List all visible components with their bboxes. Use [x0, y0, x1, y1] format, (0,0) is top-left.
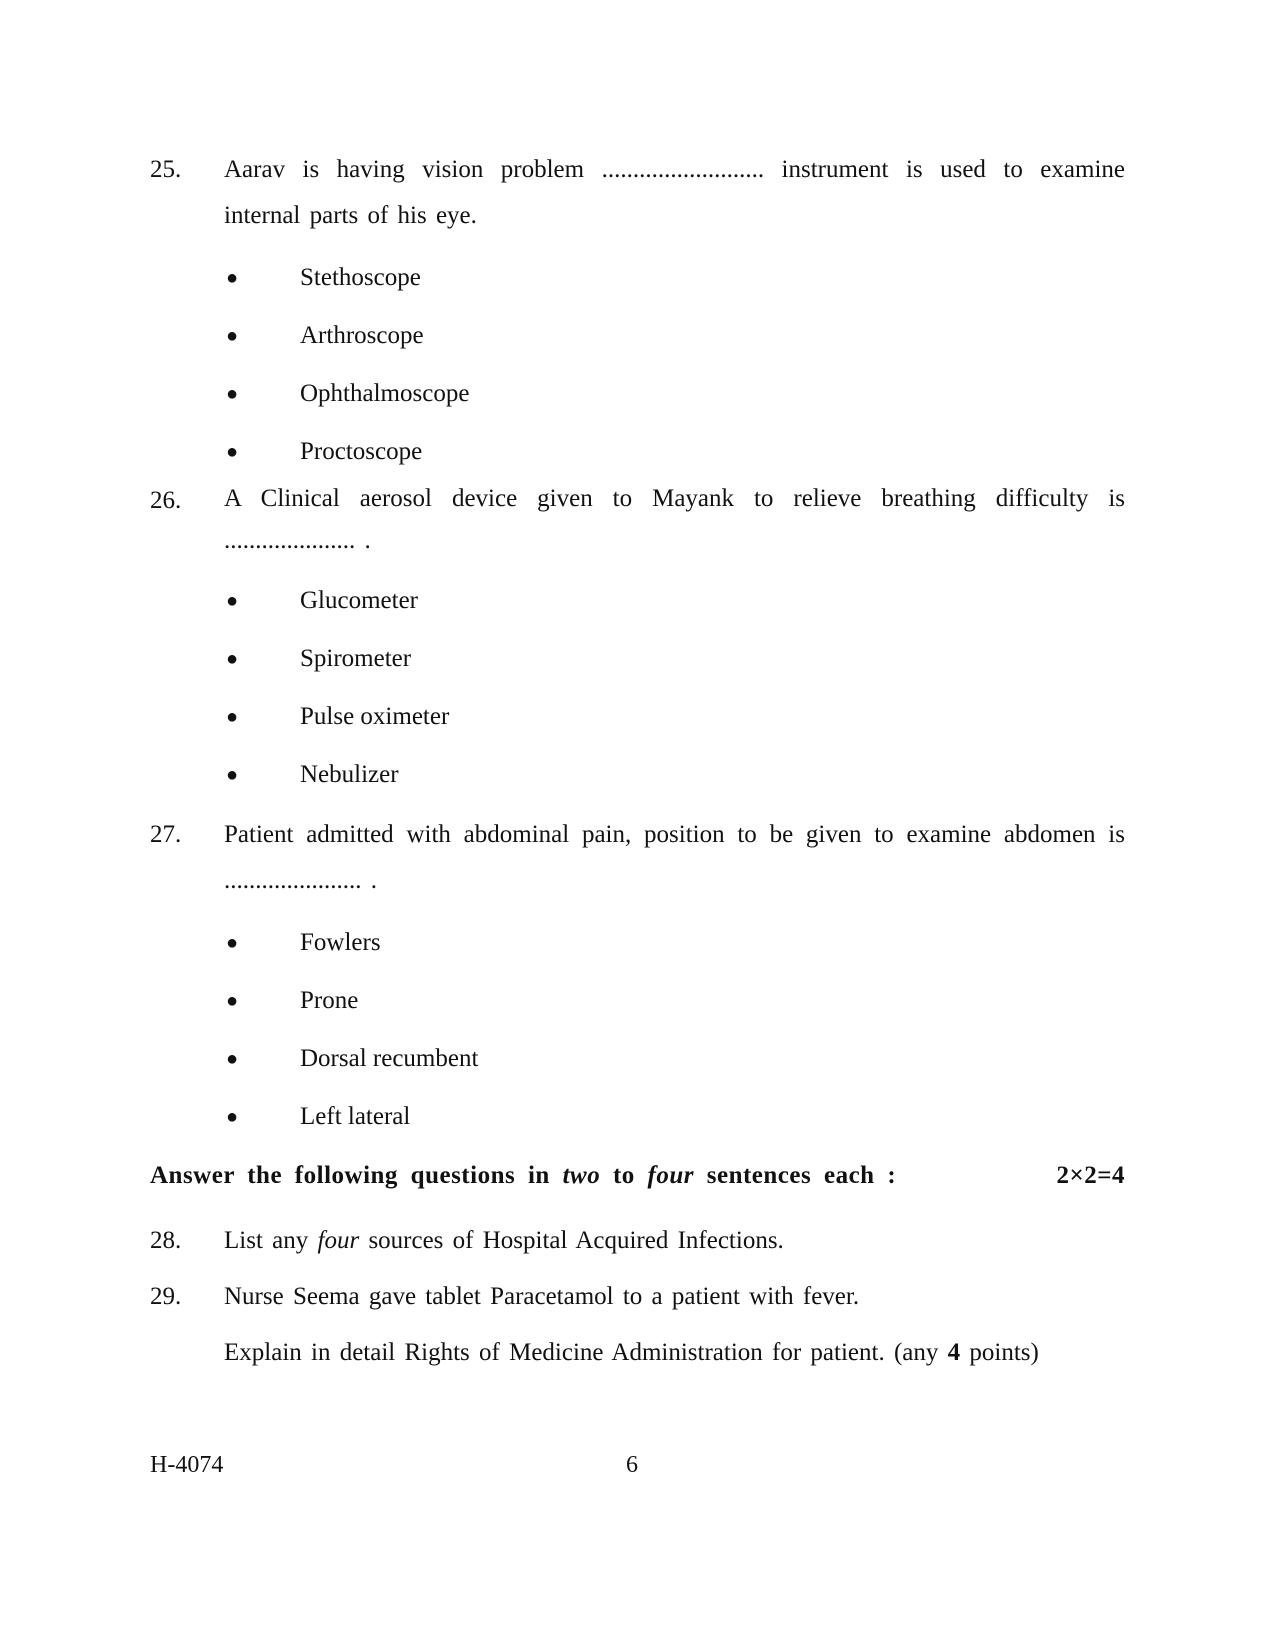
question-text-line2: Explain in detail Rights of Medicine Administration for patient. (any 4 points)	[224, 1339, 1039, 1366]
option-item: ● Proctoscope	[150, 423, 1125, 481]
options-list	[150, 572, 1125, 804]
option-item: ● Nebulizer	[150, 746, 1125, 804]
option-item: ● Dorsal recumbent	[150, 1030, 1125, 1088]
bullet-icon: ●	[226, 706, 239, 728]
section-heading-suffix: sentences each :	[706, 1162, 897, 1189]
section-heading-prefix: Answer the following questions in	[150, 1162, 550, 1189]
footer-page-number: 6	[626, 1452, 638, 1478]
bullet-icon: ●	[226, 590, 239, 612]
question-text: List any four sources of Hospital Acquired Infections.	[224, 1227, 784, 1254]
question-25	[150, 147, 1125, 481]
question-text-line1: Nurse Seema gave tablet Paracetamol to a patient with fever.	[224, 1283, 860, 1310]
bullet-icon: ●	[226, 441, 239, 463]
options-list	[150, 914, 1125, 1146]
option-item: ● Pulse oximeter	[150, 688, 1125, 746]
question-text: Patient admitted with abdominal pain, position to be given to examine abdomen is ...................... .	[224, 821, 1125, 894]
bullet-icon: ●	[226, 764, 239, 786]
option-item: ● Ophthalmoscope	[150, 365, 1125, 423]
option-item: ● Left lateral	[150, 1088, 1125, 1146]
section-heading-middle: to	[612, 1162, 635, 1189]
section-heading-em2: four	[647, 1162, 694, 1189]
section-marks: 2×2=4	[1056, 1162, 1125, 1189]
option-item: ● Glucometer	[150, 572, 1125, 630]
bullet-icon: ●	[226, 932, 239, 954]
bullet-icon: ●	[226, 1106, 239, 1128]
question-29	[150, 1274, 1125, 1376]
question-text: A Clinical aerosol device given to Mayank to relieve breathing difficulty is ..................... .	[224, 485, 1125, 554]
option-item: ● Stethoscope	[150, 249, 1125, 307]
question-26	[150, 478, 1125, 804]
question-text: Aarav is having vision problem .......................... instrument is used to examine internal parts of his eye.	[224, 156, 1125, 229]
question-number: 26.	[150, 487, 182, 514]
question-number: 29.	[150, 1283, 182, 1310]
bullet-icon: ●	[226, 383, 239, 405]
option-item: ● Fowlers	[150, 914, 1125, 972]
option-item: ● Spirometer	[150, 630, 1125, 688]
bullet-icon: ●	[226, 325, 239, 347]
question-27	[150, 812, 1125, 1146]
section-heading-em1: two	[562, 1162, 601, 1189]
bullet-icon: ●	[226, 648, 239, 670]
options-list	[150, 249, 1125, 481]
question-number: 25.	[150, 156, 182, 183]
option-item: ● Prone	[150, 972, 1125, 1030]
bullet-icon: ●	[226, 1048, 239, 1070]
bullet-icon: ●	[226, 990, 239, 1012]
section-heading	[150, 1162, 1125, 1190]
footer-code: H-4074	[150, 1452, 224, 1478]
option-item: ● Arthroscope	[150, 307, 1125, 365]
question-number: 28.	[150, 1227, 182, 1254]
question-number: 27.	[150, 821, 182, 848]
question-28	[150, 1218, 1125, 1264]
bullet-icon: ●	[226, 267, 239, 289]
